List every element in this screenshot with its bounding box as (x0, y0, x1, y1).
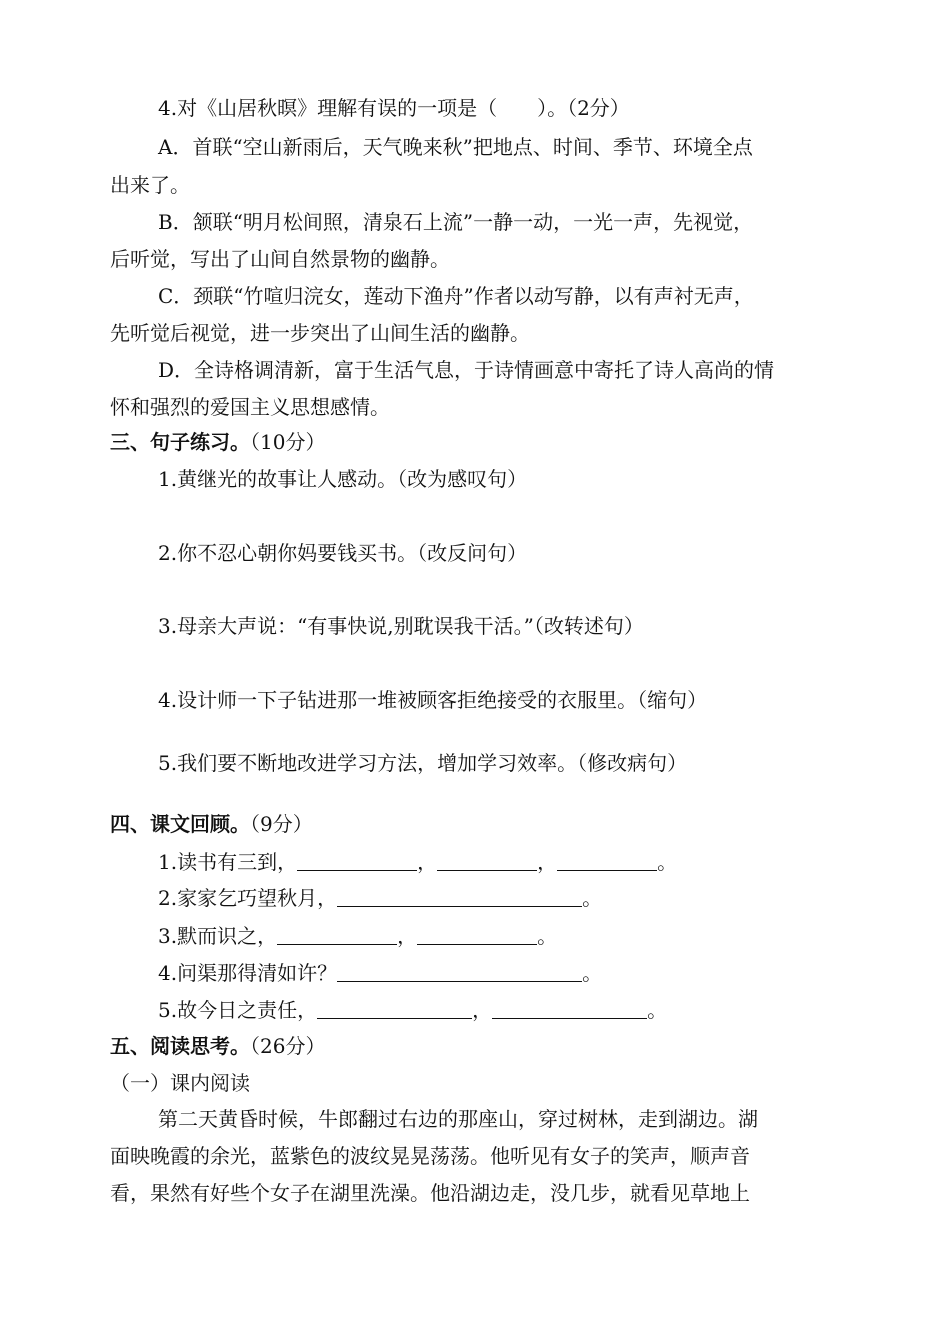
q4-option-c-line2: 先听觉后视觉，进一步突出了山间生活的幽静。 (110, 321, 530, 345)
section4-item-3 (158, 922, 557, 950)
answer-blank[interactable] (337, 961, 582, 982)
section5-title: 五、阅读思考。 (110, 1034, 250, 1058)
item-text: 5.故今日之责任， (158, 998, 318, 1022)
q4-option-c-line1: C．颈联“竹喧归浣女，莲动下渔舟”作者以动写静，以有声衬无声， (158, 284, 754, 308)
item-text: 4.问渠那得清如许？ (158, 961, 338, 985)
section3-heading (110, 428, 325, 456)
answer-blank[interactable] (297, 850, 417, 871)
answer-blank[interactable] (337, 886, 582, 907)
passage-line-1: 第二天黄昏时候，牛郎翻过右边的那座山，穿过树林，走到湖边。湖 (158, 1107, 758, 1131)
answer-blank[interactable] (417, 924, 537, 945)
section4-item-1 (158, 848, 677, 876)
q4-stem: 4.对《山居秋暝》理解有误的一项是（ ）。（2分） (158, 96, 630, 120)
section3-item-2: 2.你不忍心朝你妈要钱买书。（改反问句） (158, 541, 528, 565)
q4-option-d-line2: 怀和强烈的爱国主义思想感情。 (110, 395, 390, 419)
q4-option-b-line1: B．颔联“明月松间照，清泉石上流”一静一动，一光一声，先视觉， (158, 210, 754, 234)
section4-item-5 (158, 996, 667, 1024)
section3-item-5: 5.我们要不断地改进学习方法，增加学习效率。（修改病句） (158, 751, 688, 775)
passage-line-2: 面映晚霞的余光，蓝紫色的波纹晃晃荡荡。他听见有女子的笑声，顺声音 (110, 1144, 750, 1168)
separator: ， (537, 850, 558, 874)
end-mark: 。 (537, 924, 558, 948)
section4-score: （9分） (250, 812, 313, 836)
answer-blank[interactable] (437, 850, 537, 871)
answer-blank[interactable] (557, 850, 657, 871)
section5-score: （26分） (250, 1034, 326, 1058)
separator: ， (417, 850, 438, 874)
section4-heading (110, 810, 313, 838)
end-mark: 。 (657, 850, 678, 874)
item-text: 2.家家乞巧望秋月， (158, 886, 338, 910)
end-mark: 。 (647, 998, 668, 1022)
section3-title: 三、句子练习。 (110, 430, 250, 454)
q4-option-a-line1: A．首联“空山新雨后，天气晚来秋”把地点、时间、季节、环境全点 (158, 135, 753, 159)
section4-item-2 (158, 884, 602, 912)
end-mark: 。 (582, 886, 603, 910)
section3-score: （10分） (250, 430, 326, 454)
section5-heading (110, 1032, 325, 1060)
section3-item-4: 4.设计师一下子钻进那一堆被顾客拒绝接受的衣服里。（缩句） (158, 688, 708, 712)
item-text: 3.默而识之， (158, 924, 278, 948)
passage-line-3: 看，果然有好些个女子在湖里洗澡。他沿湖边走，没几步，就看见草地上 (110, 1181, 750, 1205)
item-text: 1.读书有三到， (158, 850, 298, 874)
section3-item-1: 1.黄继光的故事让人感动。（改为感叹句） (158, 467, 528, 491)
section5-subheading: （一）课内阅读 (110, 1071, 250, 1095)
separator: ， (397, 924, 418, 948)
separator: ， (472, 998, 493, 1022)
answer-blank[interactable] (277, 924, 397, 945)
q4-option-a-line2: 出来了。 (110, 173, 190, 197)
answer-blank[interactable] (492, 998, 647, 1019)
end-mark: 。 (582, 961, 603, 985)
section3-item-3: 3.母亲大声说：“有事快说,别耽误我干活。”（改转述句） (158, 614, 644, 638)
section4-item-4 (158, 959, 602, 987)
q4-option-b-line2: 后听觉，写出了山间自然景物的幽静。 (110, 247, 450, 271)
q4-option-d-line1: D．全诗格调清新，富于生活气息，于诗情画意中寄托了诗人高尚的情 (158, 358, 775, 382)
answer-blank[interactable] (317, 998, 472, 1019)
section4-title: 四、课文回顾。 (110, 812, 250, 836)
